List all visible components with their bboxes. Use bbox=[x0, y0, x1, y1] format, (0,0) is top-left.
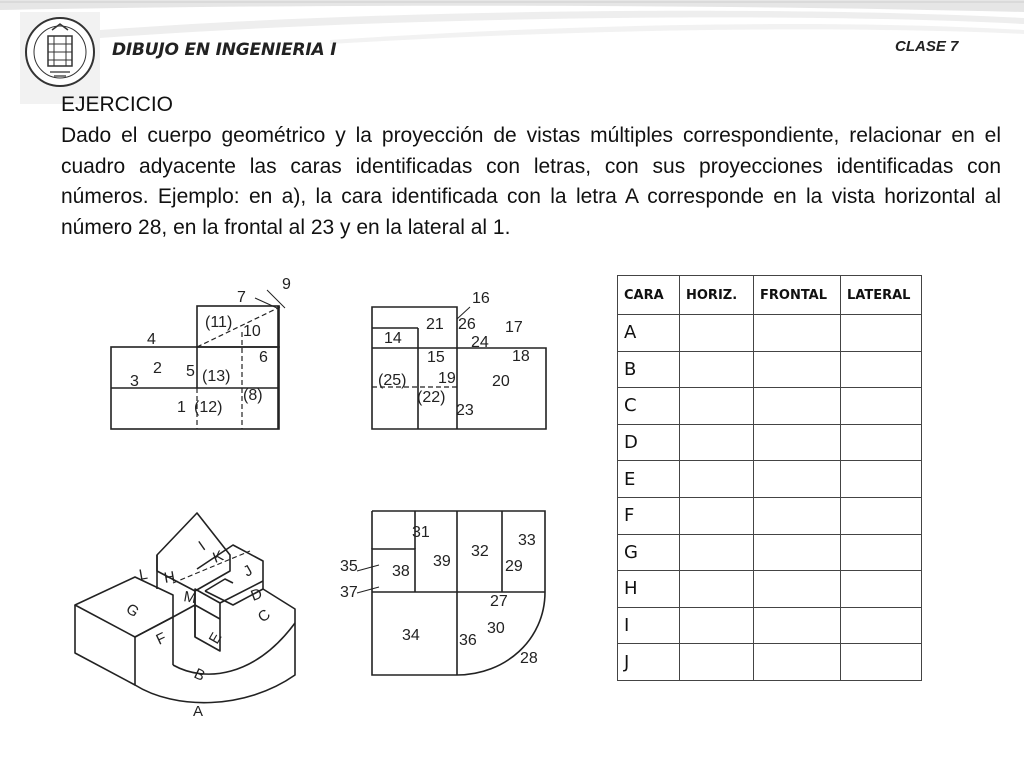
view-label: 17 bbox=[505, 319, 523, 336]
frontal-cell[interactable] bbox=[754, 571, 841, 608]
class-label: CLASE 7 bbox=[895, 38, 959, 55]
column-header-lateral: LATERAL bbox=[841, 276, 922, 315]
horiz-cell[interactable] bbox=[680, 534, 754, 571]
horizontal-view-drawing bbox=[335, 505, 555, 680]
view-label: 24 bbox=[471, 334, 489, 351]
view-label: 32 bbox=[471, 543, 489, 560]
view-label: 26 bbox=[458, 316, 476, 333]
view-label: M bbox=[182, 588, 198, 608]
view-label: D bbox=[248, 585, 265, 605]
view-label: (11) bbox=[205, 314, 233, 331]
view-label: B bbox=[191, 665, 208, 685]
view-label: L bbox=[137, 565, 149, 584]
frontal-cell[interactable] bbox=[754, 351, 841, 388]
view-label: A bbox=[193, 703, 204, 720]
face-letter: J bbox=[618, 644, 680, 681]
view-label: 10 bbox=[243, 323, 261, 340]
table-row bbox=[618, 607, 922, 644]
horiz-cell[interactable] bbox=[680, 461, 754, 498]
frontal-view-drawing bbox=[360, 285, 560, 435]
view-label: (13) bbox=[202, 368, 231, 385]
view-label: (25) bbox=[378, 372, 407, 389]
view-label: 21 bbox=[426, 316, 444, 333]
table-row bbox=[618, 388, 922, 425]
lateral-cell[interactable] bbox=[841, 497, 922, 534]
frontal-cell[interactable] bbox=[754, 644, 841, 681]
university-logo bbox=[20, 12, 100, 104]
face-letter: G bbox=[618, 534, 680, 571]
correspondence-table bbox=[617, 275, 922, 681]
horiz-cell[interactable] bbox=[680, 571, 754, 608]
frontal-view-labels bbox=[378, 290, 530, 419]
frontal-cell[interactable] bbox=[754, 497, 841, 534]
lateral-cell[interactable] bbox=[841, 571, 922, 608]
view-label: (12) bbox=[194, 399, 223, 416]
view-label: 19 bbox=[438, 370, 456, 387]
view-label: 38 bbox=[392, 563, 410, 580]
table-header-row bbox=[618, 276, 922, 315]
lateral-cell[interactable] bbox=[841, 424, 922, 461]
table-row bbox=[618, 461, 922, 498]
table-row bbox=[618, 351, 922, 388]
table-row bbox=[618, 571, 922, 608]
lateral-cell[interactable] bbox=[841, 534, 922, 571]
column-header-frontal: FRONTAL bbox=[754, 276, 841, 315]
lateral-cell[interactable] bbox=[841, 388, 922, 425]
view-label: 16 bbox=[472, 290, 490, 307]
view-label: 33 bbox=[518, 532, 536, 549]
frontal-cell[interactable] bbox=[754, 534, 841, 571]
horiz-cell[interactable] bbox=[680, 497, 754, 534]
view-label: 6 bbox=[259, 349, 268, 366]
view-label: E bbox=[205, 629, 226, 647]
view-label: 30 bbox=[487, 620, 505, 637]
column-header-cara: CARA bbox=[618, 276, 680, 315]
face-letter: H bbox=[618, 571, 680, 608]
horiz-cell[interactable] bbox=[680, 351, 754, 388]
exercise-text: Dado el cuerpo geométrico y la proyección de vistas múltiples correspondiente, relacionar en el cuadro adyacente las caras identificadas con letras, con sus proyecciones identificadas con números. Ejemplo: en a), la cara identificada con la letra A corresponde en la vista horizontal al número 28, en la frontal al 23 y en la lateral al 1. bbox=[61, 124, 1001, 239]
view-label: 23 bbox=[456, 402, 474, 419]
table-row bbox=[618, 497, 922, 534]
table-row bbox=[618, 644, 922, 681]
horiz-cell[interactable] bbox=[680, 388, 754, 425]
horiz-cell[interactable] bbox=[680, 607, 754, 644]
exercise-heading: EJERCICIO bbox=[61, 93, 174, 116]
horiz-cell[interactable] bbox=[680, 644, 754, 681]
lateral-cell[interactable] bbox=[841, 461, 922, 498]
view-label: F bbox=[153, 629, 170, 649]
lateral-view-labels bbox=[130, 276, 291, 416]
face-letter: D bbox=[618, 424, 680, 461]
view-label: (22) bbox=[417, 389, 446, 406]
view-label: (8) bbox=[243, 387, 263, 404]
view-label: 2 bbox=[153, 360, 162, 377]
view-label: 4 bbox=[147, 331, 156, 348]
frontal-cell[interactable] bbox=[754, 388, 841, 425]
frontal-cell[interactable] bbox=[754, 607, 841, 644]
view-label: 27 bbox=[490, 593, 508, 610]
horiz-cell[interactable] bbox=[680, 424, 754, 461]
isometric-labels bbox=[123, 538, 274, 720]
view-label: 20 bbox=[492, 373, 510, 390]
course-title: DIBUJO EN INGENIERIA I bbox=[112, 40, 337, 60]
lateral-view-drawing bbox=[105, 270, 305, 440]
view-label: 28 bbox=[520, 650, 538, 667]
view-label: 14 bbox=[384, 330, 402, 347]
lateral-cell[interactable] bbox=[841, 644, 922, 681]
view-label: 31 bbox=[412, 524, 430, 541]
view-label: 39 bbox=[433, 553, 451, 570]
table-row bbox=[618, 424, 922, 461]
column-header-horiz: HORIZ. bbox=[680, 276, 754, 315]
view-label: 37 bbox=[340, 584, 358, 601]
table-row bbox=[618, 534, 922, 571]
face-letter: F bbox=[618, 497, 680, 534]
view-label: 18 bbox=[512, 348, 530, 365]
face-letter: B bbox=[618, 351, 680, 388]
view-label: 36 bbox=[459, 632, 477, 649]
isometric-view-drawing bbox=[65, 505, 325, 725]
face-letter: A bbox=[618, 315, 680, 352]
view-label: K bbox=[210, 547, 226, 567]
view-label: 5 bbox=[186, 363, 195, 380]
face-letter: C bbox=[618, 388, 680, 425]
view-label: J bbox=[240, 561, 256, 581]
table-row bbox=[618, 315, 922, 352]
view-label: 1 bbox=[177, 399, 186, 416]
view-label: 9 bbox=[282, 276, 291, 293]
view-label: 15 bbox=[427, 349, 445, 366]
view-label: 3 bbox=[130, 373, 139, 390]
view-label: G bbox=[122, 600, 143, 621]
lateral-cell[interactable] bbox=[841, 351, 922, 388]
lateral-cell[interactable] bbox=[841, 315, 922, 352]
frontal-cell[interactable] bbox=[754, 461, 841, 498]
view-label: H bbox=[162, 568, 177, 587]
lateral-cell[interactable] bbox=[841, 607, 922, 644]
view-label: C bbox=[254, 606, 274, 627]
face-letter: I bbox=[618, 607, 680, 644]
face-letter: E bbox=[618, 461, 680, 498]
frontal-cell[interactable] bbox=[754, 315, 841, 352]
view-label: 35 bbox=[340, 558, 358, 575]
view-label: 7 bbox=[237, 289, 246, 306]
view-label: 29 bbox=[505, 558, 523, 575]
view-label: I bbox=[195, 537, 209, 555]
view-label: 34 bbox=[402, 627, 420, 644]
horizontal-view-labels bbox=[340, 524, 538, 667]
frontal-cell[interactable] bbox=[754, 424, 841, 461]
horiz-cell[interactable] bbox=[680, 315, 754, 352]
